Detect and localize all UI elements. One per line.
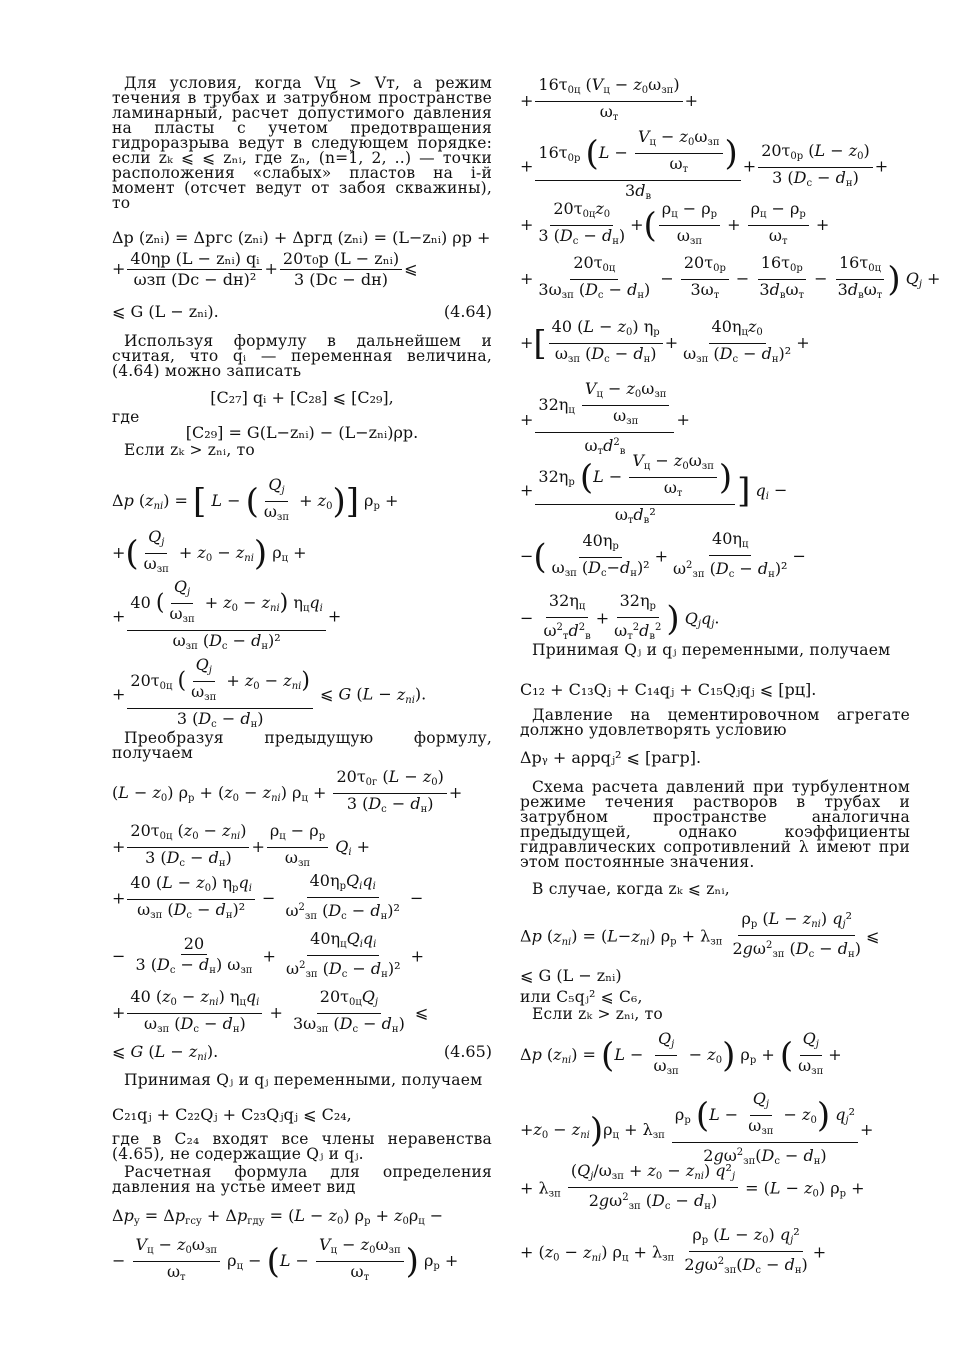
equation-4-64-line3: ⩽ G (L − zₙᵢ). (4.64): [112, 302, 492, 321]
equation-turb2-line4: + $(z_0 - z_{ni}) \rho_ц + \lambda_{зп}$ $\frac{\rho_р (L - z_0) q_j^2}{2g\omega^2_{зп}(D_с - d_н)}$ +: [520, 1225, 827, 1276]
paragraph-laminar-condition: Для условия, когда Vц > Vт, а режим течения в трубах и затрубном пространстве ламинарный, расчет допустимого давления на пласты с учетом предотвращения гидроразрыва ведут в следующем порядке: если zₖ ⩽ ⩽ zₙᵢ, где zₙ, (n=1, 2, ..) — точки расположения «слабых» пластов на i-й момент (отсчет ведут от забоя скважины), то: [112, 74, 492, 212]
equation-turb-line2: ⩽ G (L − zₙᵢ): [520, 966, 622, 985]
equation-cont-line8: −( $\frac{40\eta_р}{\omega_{зп} (D_с-d_н)^2}$ + $\frac{40\eta_ц}{\omega^2_{зп} (D_с - d_н)^2}$ −: [520, 529, 806, 580]
equation-c21: C₂₁qⱼ + C₂₂Qⱼ + C₂₃Qⱼqⱼ ⩽ C₂₄,: [112, 1105, 352, 1124]
label-where: где: [112, 408, 140, 426]
paragraph-using-formula: Используя формулу в дальнейшем и считая, что qᵢ — переменная величина, (4.64) можно записать: [112, 332, 492, 380]
equation-c12: C₁₂ + C₁₃Qⱼ + C₁₄qⱼ + C₁₅Qⱼqⱼ ⩽ [pц].: [520, 680, 817, 699]
equation-dpy-line1: $\Delta p_у = \Delta p_{гсу} + \Delta p_{гду} = (L - z_0) \rho_р + z_0\rho_ц$ −: [112, 1206, 444, 1227]
equation-c27: [C₂₇] qᵢ + [C₂₈] ⩽ [C₂₉],: [210, 388, 394, 407]
equation-dp-line4: + $20\tau_{0ц}$ ( $\frac{Q_j}{\omega_{зп}}$ + $z_0 - z_{ni}$) 3 $(D_с - d_н)$ ⩽ G $(L - z_{ni})$.: [112, 655, 427, 730]
equation-dp-line2: +( $\frac{Q_j}{\omega_{зп}}$ + $z_0 - z_{ni}$) $\rho_ц$ +: [112, 527, 307, 575]
paragraph-c24: где в C₂₄ входят все члены неравенства (4.65), не содержащие Qⱼ и qⱼ.: [112, 1130, 492, 1163]
equation-c5: или C₅qⱼ² ⩽ C₆,: [520, 988, 643, 1006]
paragraph-cement-pressure: Давление на цементировочном агрегате должно удовлетворять условию: [520, 706, 910, 739]
paragraph-calc-formula: Расчетная формула для определения давления на устье имеет вид: [112, 1163, 492, 1196]
equation-4-65-line4: − $\frac{20}{3 (D_с - d_н) \omega_{зп}}$ + $\frac{40\eta_цQ_iq_i}{\omega^2_{зп} (D_с - d_н)^2}$ +: [112, 929, 424, 980]
equation-4-64-line2: + $\frac{\text{40ηр (L − zₙᵢ) qᵢ}}{\text{ωзп (Dс − dн)²}}$ + $\frac{\text{20τ₀р (L − zₙᵢ)}}{3 (Dс - dн)}$ ⩽: [112, 249, 418, 289]
equation-turb2-line1: Δp $(z_{ni}) = (L$ − $\frac{Q_j}{\omega_{зп}}$ − $z_0$) $\rho_р$ + ( $\frac{Q_j}{\omega_{зп}}$ +: [520, 1029, 842, 1077]
equation-cont-line5: +[ $\frac{40 (L - z_0) \eta_р}{\omega_{зп} (D_с - d_н)}$ + $\frac{40\eta_цz_0}{\omega_{зп} (D_с - d_н)^2}$ +: [520, 317, 810, 365]
paragraph-taking-variables-right: Принимая Qⱼ и qⱼ переменными, получаем: [532, 641, 891, 659]
equation-4-65-line6: ⩽ G $(L - z_{ni})$. (4.65): [112, 1042, 492, 1063]
equation-dp-line1: Δp $(z_{ni})$ = [ L − ( $\frac{Q_j}{\omega_{зп}}$ + $z_0$)] $\rho_р$ +: [112, 475, 399, 523]
paragraph-case-le: В случае, когда zₖ ⩽ zₙᵢ,: [532, 880, 730, 898]
equation-turb-line1: Δp $(z_{ni}) = (L-z_{ni}) \rho_р + \lambda_{зп}$ $\frac{\rho_р (L - z_{ni}) q_j^2}{2g\omega^2_{зп} (D_с - d_н)}$ ⩽: [520, 909, 880, 960]
equation-4-65-line3: + $\frac{40 (L - z_0) \eta_рq_i}{\omega_{зп} (D_с - d_н)^2}$ − $\frac{40\eta_рQ_iq_i}{\omega^2_{зп} (D_с - d_н)^2}$ −: [112, 871, 424, 922]
equation-cont-line6: + $32\eta_ц$ $\frac{V_ц - z_0\omega_{зп}}{\omega_{зп}}$ $\omega_тd^2_в$ +: [520, 379, 690, 457]
equation-cont-line2: + $16\tau_{0р}$ (L − $\frac{V_ц - z_0\omega_{зп}}{\omega_т}$ ) $3d_в$ + $\frac{20\tau_{0р} (L - z_0)}{3 (D_с - d_н)}$ +: [520, 127, 889, 202]
equation-cont-line1: + $\frac{16\tau_{0ц} (V_ц - z_0\omega_{зп})}{\omega_т}$ +: [520, 75, 698, 123]
equation-cont-line4: + $\frac{20\tau_{0ц}}{3\omega_{зп} (D_с - d_н)}$ − $\frac{20\tau_{0р}}{3\omega_т}$ − $\frac{16\tau_{0р}}{3d_в\omega_т}$ − $\frac{16\tau_{0ц}}{3d_в\omega_т}$ ) $Q_j$ +: [520, 253, 941, 301]
paragraph-transforming: Преобразуя предыдущую формулу, получаем: [112, 729, 492, 762]
equation-4-64-line1: Δp (zₙᵢ) = Δpгс (zₙᵢ) + Δpгд (zₙᵢ) = (L−zₙᵢ) ρр +: [112, 228, 491, 247]
equation-number-4-64: (4.64): [443, 302, 492, 321]
equation-turb2-line3: + $\lambda_{зп}$ $\frac{(Q_j/\omega_{зп} + z_0 - z_{ni}) q^2_j}{2g\omega^2_{зп} (D_с - d_н)}$ = $(L - z_0)$ $\rho_р$ +: [520, 1161, 865, 1212]
paragraph-if-condition: Если zₖ > zₙᵢ, то: [124, 441, 255, 459]
equation-number-4-65: (4.65): [443, 1042, 492, 1061]
equation-turb2-line2: $+z_0 - z_{ni})\rho_ц + \lambda_{зп}$ $\rho_р$ (L − $\frac{Q_j}{\omega_{зп}}$ − $z_0$) $q_j^2$ $2g\omega^2_{зп}(D_с - d_н)$ +: [520, 1089, 874, 1167]
equation-cont-line7: + $32\eta_р$ (L − $\frac{V_ц - z_0\omega_{зп}}{\omega_т}$ ) $\omega_тd_в^2$ ] $q_i$ −: [520, 451, 788, 526]
paragraph-taking-variables: Принимая Qⱼ и qⱼ переменными, получаем: [124, 1071, 483, 1089]
equation-cont-line3: + $\frac{20\tau_{0ц}z_0}{3 (D_с - d_н)}$ +( $\frac{\rho_ц - \rho_р}{\omega_{зп}}$ + $\frac{\rho_ц - \rho_р}{\omega_т}$ +: [520, 199, 830, 247]
equation-c29: [C₂₉] = G(L−zₙᵢ) − (L−zₙᵢ)ρр.: [185, 423, 419, 442]
equation-agr: Δpᵧ + aρрqⱼ² ⩽ [pагр].: [520, 748, 702, 767]
paragraph-if-right: Если zₖ > zₙᵢ, то: [532, 1005, 663, 1023]
equation-4-65-line2: + $\frac{20\tau_{0ц} (z_0 - z_{ni})}{3 (D_с - d_н)}$ + $\frac{\rho_ц - \rho_р}{\omega_{зп}}$ $Q_i$ +: [112, 821, 371, 869]
equation-cont-line9: − $\frac{32\eta_ц}{\omega^2_тd^2_в}$ + $\frac{32\eta_р}{\omega_т^2d_в^2}$ ) $Q_jq_j$.: [520, 591, 720, 642]
equation-dp-line3: + 40 ( $\frac{Q_j}{\omega_{зп}}$ + $z_0 - z_{ni}$) $\eta_цq_i$ $\omega_{зп}$ $(D_с - d_н)^2$ +: [112, 577, 342, 652]
equation-4-65-line1: $(L - z_0)$ $\rho_р + (z_0 - z_{ni}) \rho_ц$ + $\frac{20\tau_{0г} (L - z_0)}{3 (D_с - d_н)}$ +: [112, 767, 463, 815]
equation-4-65-line5: + $\frac{40 (z_0 - z_{ni}) \eta_цq_i}{\omega_{зп} (D_с - d_н)}$ + $\frac{20\tau_{0ц}Q_j}{3\omega_{зп} (D_с - d_н)}$ ⩽: [112, 987, 429, 1035]
paragraph-turbulent: Схема расчета давлений при турбулентном режиме течения растворов в трубах и затрубном пространстве аналогична предыдущей, однако коэффициенты гидравлических сопротивлений λ имеют при этом постоянные значения.: [520, 778, 910, 871]
equation-dpy-line2: − $\frac{V_ц - z_0\omega_{зп}}{\omega_т}$ $\rho_ц - (L$ − $\frac{V_ц - z_0\omega_{зп}}{\omega_т}$ ) $\rho_р$ +: [112, 1235, 459, 1283]
